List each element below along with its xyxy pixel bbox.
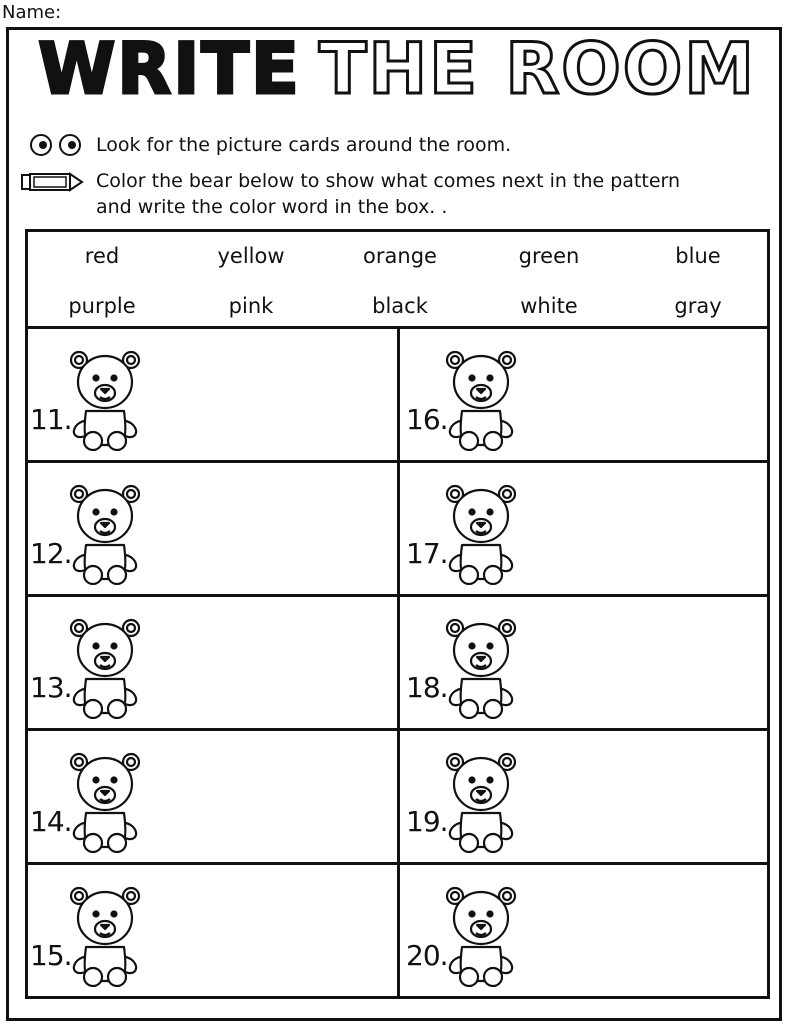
item-number: 14. — [30, 805, 72, 838]
instruction-text-line2: and write the color word in the box. . — [96, 196, 448, 218]
bear-picture[interactable] — [440, 483, 522, 585]
word-bank-item: purple — [68, 294, 136, 318]
item-number: 13. — [30, 671, 72, 704]
name-label: Name: — [2, 2, 62, 23]
bear-picture[interactable] — [440, 617, 522, 719]
item-number: 11. — [30, 403, 72, 436]
eyes-icon — [26, 132, 88, 158]
answer-cell[interactable] — [28, 463, 400, 597]
answer-cell[interactable] — [28, 731, 400, 865]
page-title — [0, 28, 794, 110]
word-bank-item: black — [372, 294, 428, 318]
bear-picture[interactable] — [440, 751, 522, 853]
word-bank-item: orange — [363, 244, 437, 268]
answer-cell[interactable] — [28, 865, 400, 999]
item-number: 18. — [406, 671, 448, 704]
bear-picture[interactable] — [64, 751, 146, 853]
bear-picture[interactable] — [64, 483, 146, 585]
item-number: 12. — [30, 537, 72, 570]
word-bank-item: pink — [228, 294, 274, 318]
answer-cell[interactable] — [400, 463, 767, 597]
word-bank — [25, 229, 770, 329]
bear-picture[interactable] — [440, 349, 522, 451]
answer-cell[interactable] — [28, 329, 400, 463]
bear-picture[interactable] — [64, 617, 146, 719]
bear-picture[interactable] — [440, 885, 522, 987]
word-bank-item: blue — [675, 244, 721, 268]
instruction-text: Color the bear below to show what comes next in the pattern — [96, 170, 681, 192]
title-bold-word: WRITE — [38, 28, 301, 110]
bear-picture[interactable] — [64, 349, 146, 451]
answer-cell[interactable] — [400, 597, 767, 731]
answer-cell[interactable] — [400, 731, 767, 865]
answer-cell[interactable] — [28, 597, 400, 731]
word-bank-item: red — [84, 244, 120, 268]
item-number: 19. — [406, 805, 448, 838]
item-number: 16. — [406, 403, 448, 436]
item-number: 20. — [406, 939, 448, 972]
word-bank-item: yellow — [217, 244, 285, 268]
word-bank-item: green — [518, 244, 580, 268]
bear-picture[interactable] — [64, 885, 146, 987]
crayon-icon — [20, 169, 86, 195]
word-bank-item: gray — [674, 294, 722, 318]
answer-grid — [25, 326, 770, 999]
word-bank-item: white — [520, 294, 578, 318]
answer-cell[interactable] — [400, 865, 767, 999]
answer-cell[interactable] — [400, 329, 767, 463]
item-number: 17. — [406, 537, 448, 570]
item-number: 15. — [30, 939, 72, 972]
title-outline-words: THE ROOM — [318, 28, 756, 110]
instruction-text: Look for the picture cards around the room. — [96, 134, 512, 156]
